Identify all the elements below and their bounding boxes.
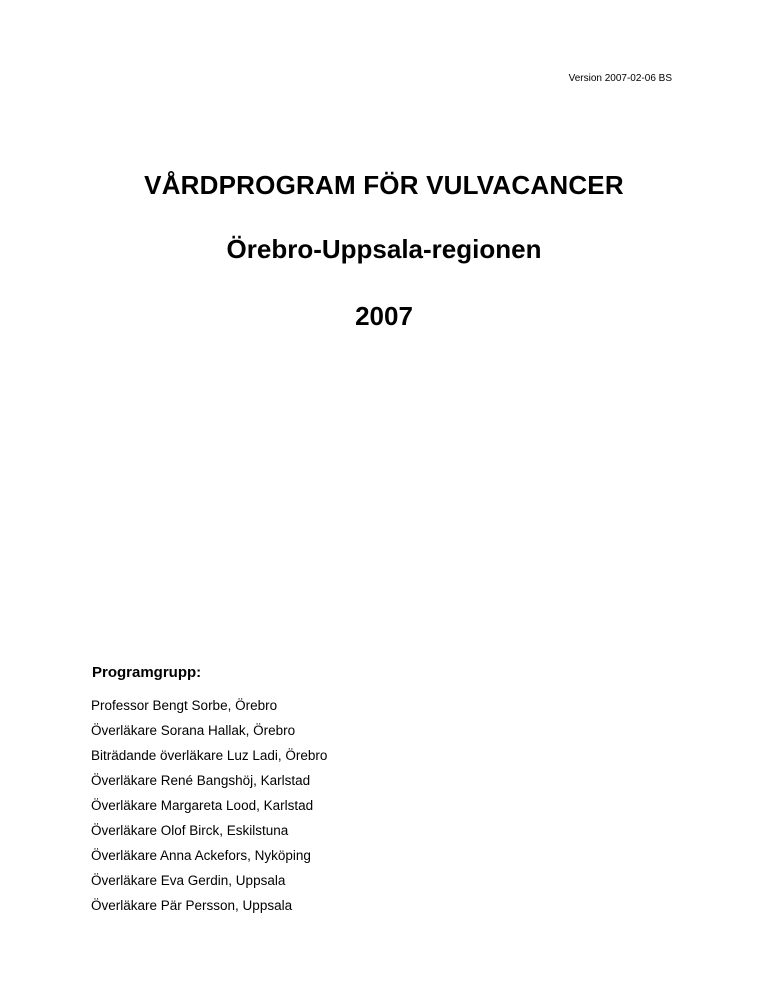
program-group-member: Biträdande överläkare Luz Ladi, Örebro xyxy=(91,748,328,763)
program-group-member: Överläkare Olof Birck, Eskilstuna xyxy=(91,823,289,838)
program-group-member: Överläkare Margareta Lood, Karlstad xyxy=(91,798,314,813)
program-group-member: Överläkare Pär Persson, Uppsala xyxy=(91,898,293,913)
program-group-member-list xyxy=(91,697,327,922)
region-subtitle: Örebro-Uppsala-regionen xyxy=(226,234,542,264)
program-group-member: Professor Bengt Sorbe, Örebro xyxy=(91,698,278,713)
program-group-heading: Programgrupp: xyxy=(92,664,202,681)
document-year: 2007 xyxy=(355,301,413,331)
program-group-member: Överläkare Anna Ackefors, Nyköping xyxy=(91,848,311,863)
program-group-member: Överläkare Eva Gerdin, Uppsala xyxy=(91,873,286,888)
program-group-member: Överläkare René Bangshöj, Karlstad xyxy=(91,773,311,788)
version-label: Version 2007-02-06 BS xyxy=(568,73,672,84)
program-group-member: Överläkare Sorana Hallak, Örebro xyxy=(91,723,296,738)
document-title: VÅRDPROGRAM FÖR VULVACANCER xyxy=(144,170,624,200)
